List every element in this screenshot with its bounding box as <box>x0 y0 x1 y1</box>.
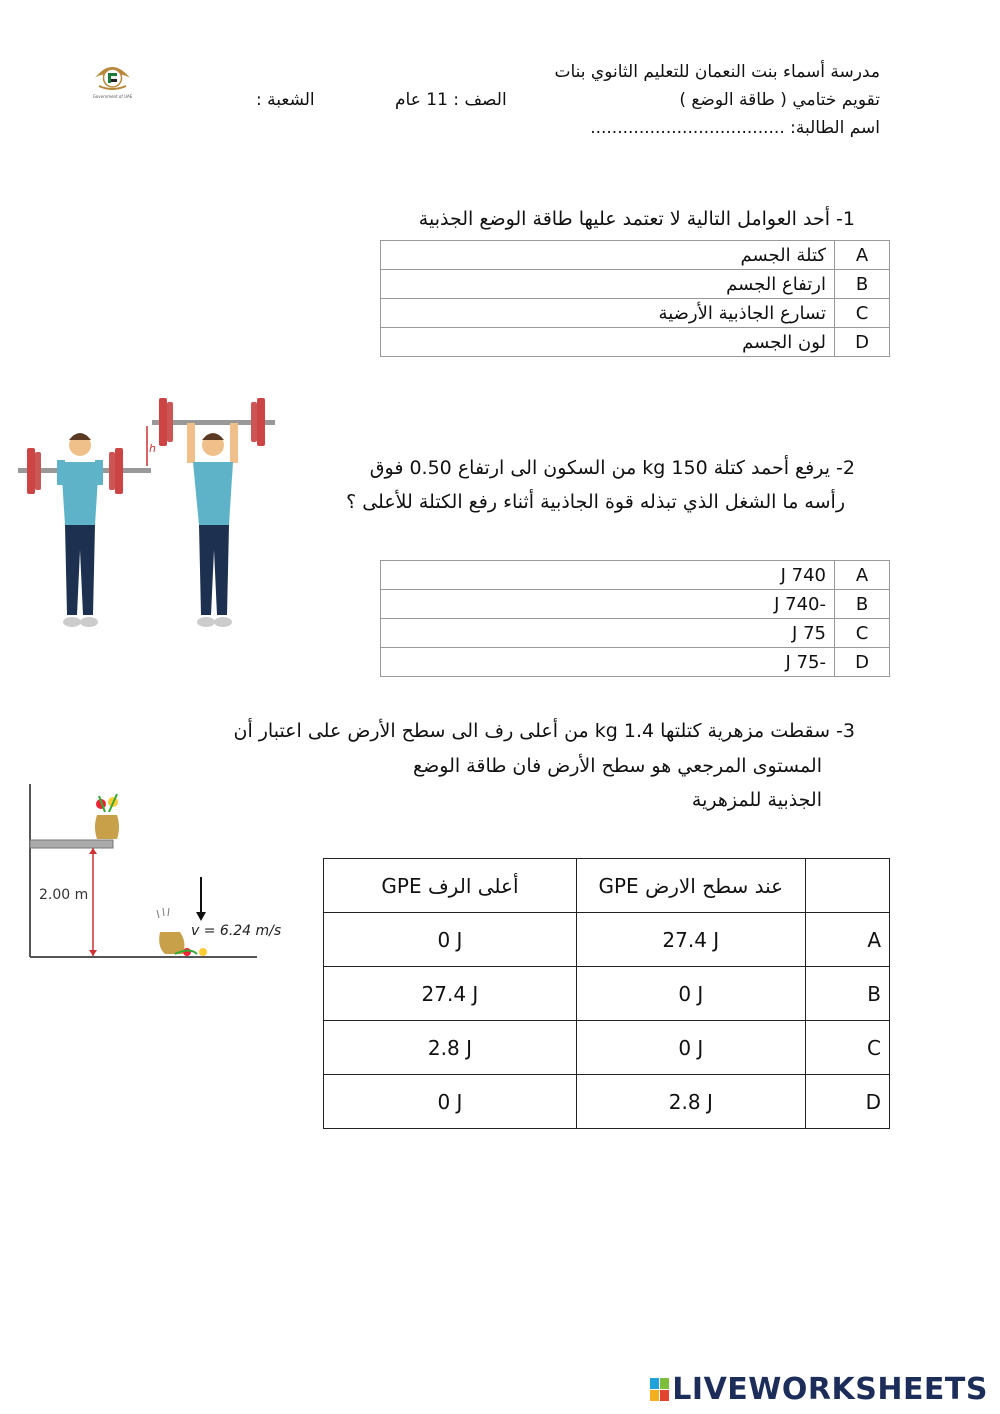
q3-header-blank <box>805 859 889 913</box>
velocity-label: v = 6.24 m/s <box>191 923 282 939</box>
q2-option-letter: A <box>835 561 890 590</box>
q3-shelf-value: 0 J <box>324 1075 577 1129</box>
q3-shelf-value: 0 J <box>324 913 577 967</box>
height-label: h <box>149 442 156 455</box>
q3-option-letter: B <box>805 967 889 1021</box>
q3-option-letter: A <box>805 913 889 967</box>
q1-option-letter: B <box>835 270 890 299</box>
q1-option-text: تسارع الجاذبية الأرضية <box>381 299 835 328</box>
q2-option-text: 740 J <box>381 561 835 590</box>
height-label: 2.00 m <box>39 887 89 903</box>
q3-answer-table <box>323 858 890 1129</box>
liveworksheets-brand[interactable] <box>650 1372 988 1407</box>
q3-ground-value: 0 J <box>576 1021 805 1075</box>
lifter-start-pose <box>18 433 151 627</box>
student-name-field[interactable]: اسم الطالبة: .................................... <box>590 118 880 138</box>
section-label: الشعبة : <box>256 90 315 110</box>
q2-option-row[interactable] <box>381 619 890 648</box>
brand-text: LIVEWORKSHEETS <box>672 1372 988 1407</box>
q3-prompt-line3: الجذبية للمزهرية <box>691 789 822 811</box>
q1-option-text: ارتفاع الجسم <box>381 270 835 299</box>
q2-option-text: -740 J <box>381 590 835 619</box>
weightlifter-figure <box>15 390 280 640</box>
uae-emblem-logo <box>85 56 140 101</box>
q1-option-text: لون الجسم <box>381 328 835 357</box>
q3-option-row[interactable] <box>324 1075 890 1129</box>
q3-ground-value: 27.4 J <box>576 913 805 967</box>
q2-prompt-line2: رأسه ما الشغل الذي تبذله قوة الجاذبية أثناء رفع الكتلة للأعلى ؟ <box>346 491 845 513</box>
q1-option-row[interactable] <box>381 241 890 270</box>
logo-caption: Government of UAE <box>92 94 133 99</box>
q2-option-letter: B <box>835 590 890 619</box>
q3-ground-value: 0 J <box>576 967 805 1021</box>
q2-option-letter: C <box>835 619 890 648</box>
q1-options-table <box>380 240 890 357</box>
lifter-end-pose <box>152 398 275 627</box>
q3-option-letter: D <box>805 1075 889 1129</box>
q3-ground-value: 2.8 J <box>576 1075 805 1129</box>
q1-option-text: كتلة الجسم <box>381 241 835 270</box>
q2-option-row[interactable] <box>381 648 890 677</box>
q3-shelf-value: 27.4 J <box>324 967 577 1021</box>
q1-option-row[interactable] <box>381 299 890 328</box>
q3-option-row[interactable] <box>324 967 890 1021</box>
q2-option-row[interactable] <box>381 561 890 590</box>
assessment-title: تقويم ختامي ( طاقة الوضع ) <box>679 90 880 110</box>
q1-option-letter: D <box>835 328 890 357</box>
q2-option-letter: D <box>835 648 890 677</box>
q3-option-letter: C <box>805 1021 889 1075</box>
q3-shelf-value: 2.8 J <box>324 1021 577 1075</box>
q1-option-row[interactable] <box>381 270 890 299</box>
q1-option-letter: A <box>835 241 890 270</box>
q3-option-row[interactable] <box>324 913 890 967</box>
q2-option-text: 75 J <box>381 619 835 648</box>
falling-vase-figure <box>25 782 290 967</box>
school-name: مدرسة أسماء بنت النعمان للتعليم الثانوي بنات <box>554 62 880 82</box>
q1-option-letter: C <box>835 299 890 328</box>
q2-prompt-line1: 2- يرفع أحمد كتلة 150 kg من السكون الى ارتفاع 0.50 فوق <box>369 457 855 479</box>
q3-header-ground: GPE عند سطح الارض <box>576 859 805 913</box>
q2-options-table <box>380 560 890 677</box>
vase-on-shelf <box>95 794 119 839</box>
q2-option-row[interactable] <box>381 590 890 619</box>
q1-option-row[interactable] <box>381 328 890 357</box>
q3-header-shelf: GPE أعلى الرف <box>324 859 577 913</box>
grade-label: الصف : 11 عام <box>395 90 507 110</box>
q3-prompt-line2: المستوى المرجعي هو سطح الأرض فان طاقة الوضع <box>413 755 822 777</box>
q3-option-row[interactable] <box>324 1021 890 1075</box>
q1-prompt: 1- أحد العوامل التالية لا تعتمد عليها طاقة الوضع الجذبية <box>418 208 855 230</box>
q3-prompt-line1: 3- سقطت مزهرية كتلتها 1.4 kg من أعلى رف الى سطح الأرض على اعتبار أن <box>233 720 855 742</box>
q3-header-row <box>324 859 890 913</box>
q2-option-text: -75 J <box>381 648 835 677</box>
liveworksheets-icon <box>650 1375 670 1399</box>
